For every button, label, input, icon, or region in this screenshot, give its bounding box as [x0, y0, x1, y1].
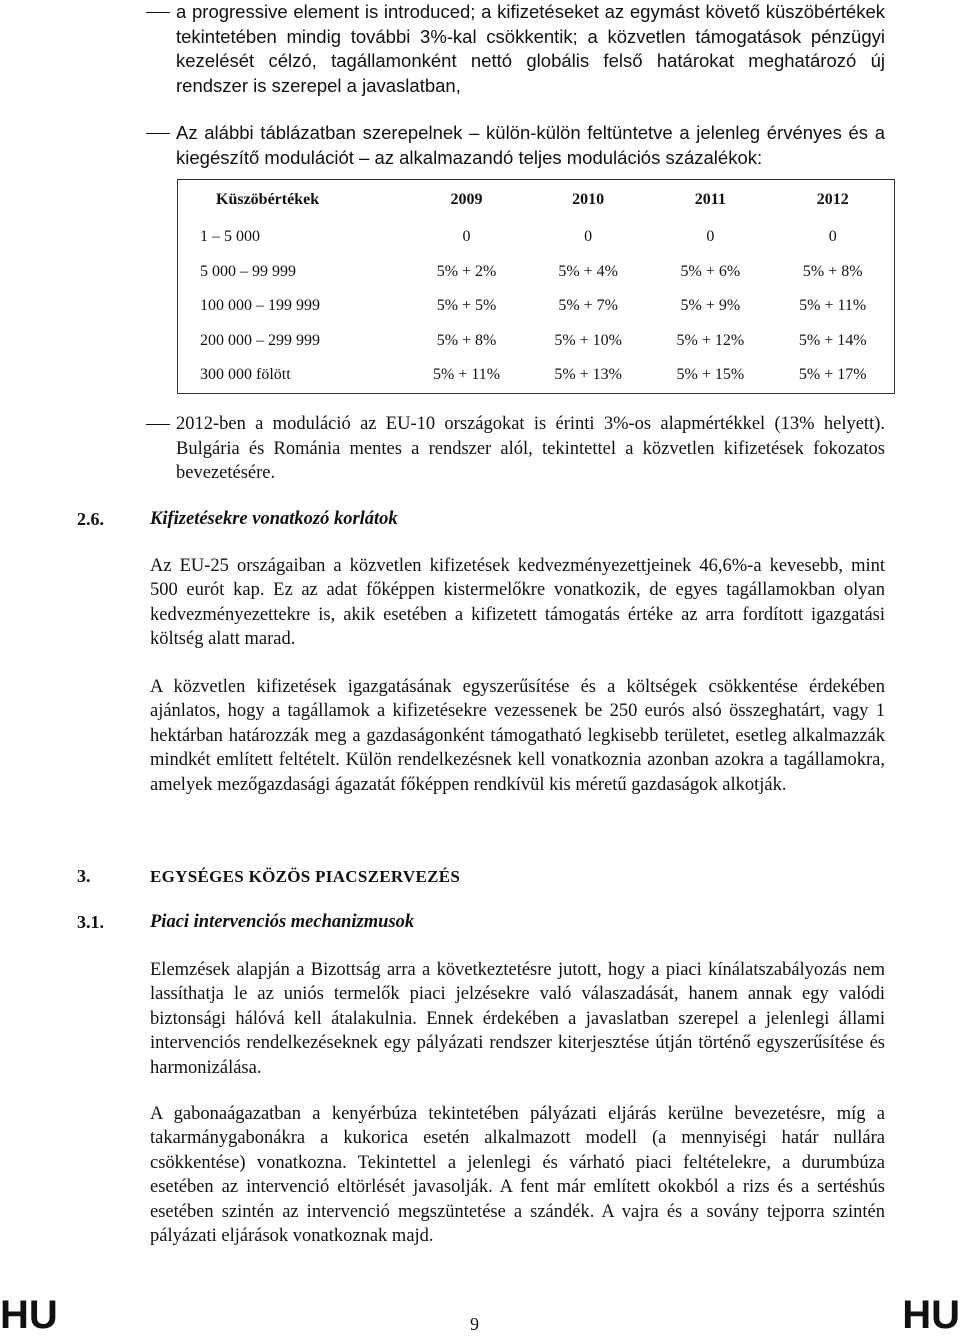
footer-language-code-left: HU: [0, 1293, 58, 1337]
paragraph: A közvetlen kifizetések igazgatásának egyszerűsítése és a költségek csökkentése érdekében ajánlatos, hogy a tagállamok a kifizetésekre vezessenek be 250 eurós alsó összeghatárt, vagy 1 hektárban határozzák meg a gazdaságonként támogatható legkisebb területet, esetleg alkalmazzák mindkét említett feltételt. Külön rendelkezésnek kell vonatkoznia azonban azokra a tagállamokra, amelyek mezőgazdasági ágazatát főképpen rendkívül kis méretű gazdaságok alkotják.: [150, 677, 885, 795]
table-cell: 5% + 15%: [676, 366, 745, 384]
bullet-item: [150, 0, 885, 98]
table-cell: 5% + 17%: [798, 366, 867, 384]
table-cell: 5% + 7%: [558, 297, 619, 315]
table-cell: 5% + 12%: [676, 331, 745, 349]
table-cell: 5% + 8%: [436, 331, 497, 349]
bullet-item: [150, 121, 885, 170]
table-row: [178, 289, 895, 324]
table-cell: 1 – 5 000: [200, 228, 260, 246]
table-row: [178, 255, 895, 290]
table-header-cell: Küszöbértékek: [216, 191, 320, 208]
table-cell: 5% + 14%: [798, 331, 867, 349]
table-cell: 200 000 – 299 999: [200, 331, 320, 349]
paragraph: Elemzések alapján a Bizottság arra a következtetésre jutott, hogy a piaci kínálatszabályozás nem lassíthatja le az uniós termelők piaci jelzésekre való válaszadását, hanem annak egy valódi biztonsági hálóvá kell átalakulnia. Ennek érdekében a javaslatban szerepel a jelenlegi állami intervenciós rendelkezéseknek egy pályázati rendszer kiterjesztése útján történő egyszerűsítése és harmonizálása.: [150, 960, 885, 1078]
table-cell: 5% + 11%: [799, 297, 867, 315]
table-header-cell: 2009: [450, 191, 483, 208]
table-row: [178, 220, 895, 255]
dash-marker: [146, 12, 170, 13]
bullet-text: 2012-ben a moduláció az EU-10 országokat is érinti 3%-os alapmértékkel (13% helyett). Bulgária és Románia mentes a rendszer alól, tekintettel a közvetlen kifizetések fokozatos bevezetésére.: [176, 414, 885, 483]
table-cell: 5 000 – 99 999: [200, 262, 296, 280]
section-title: EGYSÉGES KÖZÖS PIACSZERVEZÉS: [150, 867, 461, 886]
dash-marker: [146, 424, 170, 425]
table-cell: 0: [828, 228, 837, 246]
table-cell: 300 000 fölött: [200, 366, 291, 384]
paragraph: Az EU-25 országaiban a közvetlen kifizetések kedvezményezettjeinek 46,6%-a kevesebb, mint 500 eurót kap. Ez az adat főképpen kistermelőkre vonatkozik, de egyes tagállamokban olyan kedvezményezettekre is, akik esetében a kifizetett támogatás értéke az arra fordított igazgatási költség alatt marad.: [150, 556, 885, 650]
table-header-row: [178, 180, 895, 221]
table-row: [178, 324, 895, 359]
table-cell: 5% + 2%: [436, 262, 497, 280]
table-header-cell: 2011: [694, 191, 726, 208]
table-cell: 0: [462, 228, 471, 246]
table-header-cell: 2012: [816, 191, 849, 208]
table-cell: 5% + 9%: [680, 297, 741, 315]
section-title: Piaci intervenciós mechanizmusok: [150, 912, 415, 932]
table-cell: 5% + 8%: [802, 262, 863, 280]
bullet-text: Az alábbi táblázatban szerepelnek – külön-külön feltüntetve a jelenleg érvényes és a kiegészítő modulációt – az alkalmazandó teljes modulációs százalékok:: [176, 122, 885, 168]
page-number: 9: [470, 1314, 479, 1334]
section-title: Kifizetésekre vonatkozó korlátok: [150, 509, 398, 529]
modulation-table: [177, 179, 895, 394]
section-number: 3.1.: [77, 912, 104, 932]
bullet-item: [150, 412, 885, 486]
table-cell: 5% + 5%: [436, 297, 497, 315]
table-cell: 0: [706, 228, 715, 246]
table-cell: 5% + 10%: [554, 331, 623, 349]
table-cell: 5% + 4%: [558, 262, 619, 280]
table-cell: 100 000 – 199 999: [200, 297, 320, 315]
table-row: [178, 358, 895, 393]
table-cell: 5% + 13%: [554, 366, 623, 384]
table-cell: 5% + 6%: [680, 262, 741, 280]
dash-marker: [146, 133, 170, 134]
table-cell: 5% + 11%: [433, 366, 501, 384]
paragraph: A gabonaágazatban a kenyérbúza tekintetében pályázati eljárás kerülne bevezetésre, míg a takarmánygabonákra a kukorica esetén alkalmazott modell (a mennyiségi határ nullára csökkentése) vonatkozna. Tekintettel a jelenlegi és várható piaci feltételekre, a durumbúza esetében az intervenció eltörlését javasolják. A fent már említett okokból a rizs és a sertéshús esetében szintén az intervenció megszüntetése a szándék. A vajra és a sovány tejporra szintén pályázati eljárások vonatkoznak majd.: [150, 1104, 885, 1247]
section-number: 3.: [77, 866, 91, 886]
section-number: 2.6.: [77, 509, 104, 529]
bullet-text: a progressive element is introduced; a kifizetéseket az egymást követő küszöbértékek tekintetében mindig további 3%-kal csökkentik; a közvetlen támogatások pénzügyi kezelését célzó, tagállamonként nettó globális felső határokat meghatározó új rendszer is szerepel a javaslatban,: [176, 1, 885, 96]
table-header-cell: 2010: [572, 191, 605, 208]
footer-language-code-right: HU: [902, 1293, 960, 1337]
table-cell: 0: [584, 228, 593, 246]
